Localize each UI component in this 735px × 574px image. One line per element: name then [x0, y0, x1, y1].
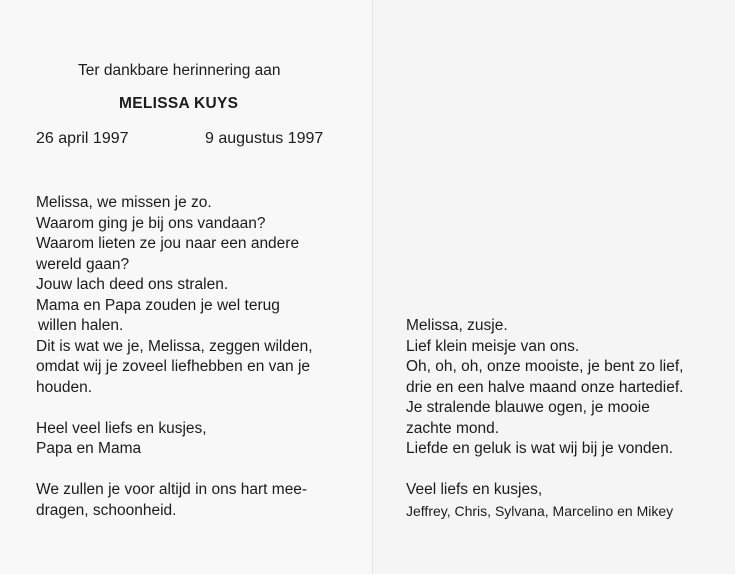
greeting-line: Veel liefs en kusjes, [406, 481, 543, 498]
parents-poem [36, 193, 366, 521]
poem-line: Mama en Papa zouden je wel terug [36, 296, 280, 314]
poem-line: drie en een halve maand onze hartedief. [406, 378, 684, 396]
poem-line: Lief klein meisje van ons. [406, 337, 580, 355]
poem-line: Oh, oh, oh, onze mooiste, je bent zo lief, [406, 358, 684, 375]
poem-line: Waarom ging je bij ons vandaan? [36, 214, 266, 232]
card-fold [372, 0, 373, 574]
blank-line [36, 398, 366, 419]
poem-line: willen halen. [38, 317, 124, 334]
closing-line: We zullen je voor altijd in ons hart mee- [36, 481, 308, 498]
poem-line: Liefde en geluk is wat wij bij je vonden. [406, 440, 674, 457]
siblings-poem [406, 316, 726, 521]
poem-line: omdat wij je zoveel liefhebben en van je [36, 358, 311, 375]
poem-line: Melissa, we missen je zo. [36, 194, 212, 211]
deceased-name: MELISSA KUYS [119, 95, 239, 112]
poem-line: zachte mond. [406, 419, 500, 437]
poem-line: Je stralende blauwe ogen, je mooie [406, 399, 650, 416]
greeting-line: Heel veel liefs en kusjes, [36, 419, 207, 437]
closing-line: dragen, schoonheid. [36, 501, 177, 519]
poem-line: houden. [36, 378, 93, 396]
signature-siblings: Jeffrey, Chris, Sylvana, Marcelino en Mikey [406, 502, 674, 519]
memorial-heading: Ter dankbare herinnering aan [78, 62, 281, 79]
poem-line: Waarom lieten ze jou naar een andere [36, 235, 300, 252]
blank-line [406, 460, 726, 481]
poem-line: wereld gaan? [36, 255, 130, 273]
poem-line: Melissa, zusje. [406, 317, 508, 334]
poem-line: Jouw lach deed ons stralen. [36, 276, 229, 293]
poem-line: Dit is wat we je, Melissa, zeggen wilden, [36, 337, 313, 355]
death-date: 9 augustus 1997 [205, 130, 324, 147]
birth-date: 26 april 1997 [36, 130, 129, 147]
signature-parents: Papa en Mama [36, 440, 142, 457]
blank-line [36, 460, 366, 481]
